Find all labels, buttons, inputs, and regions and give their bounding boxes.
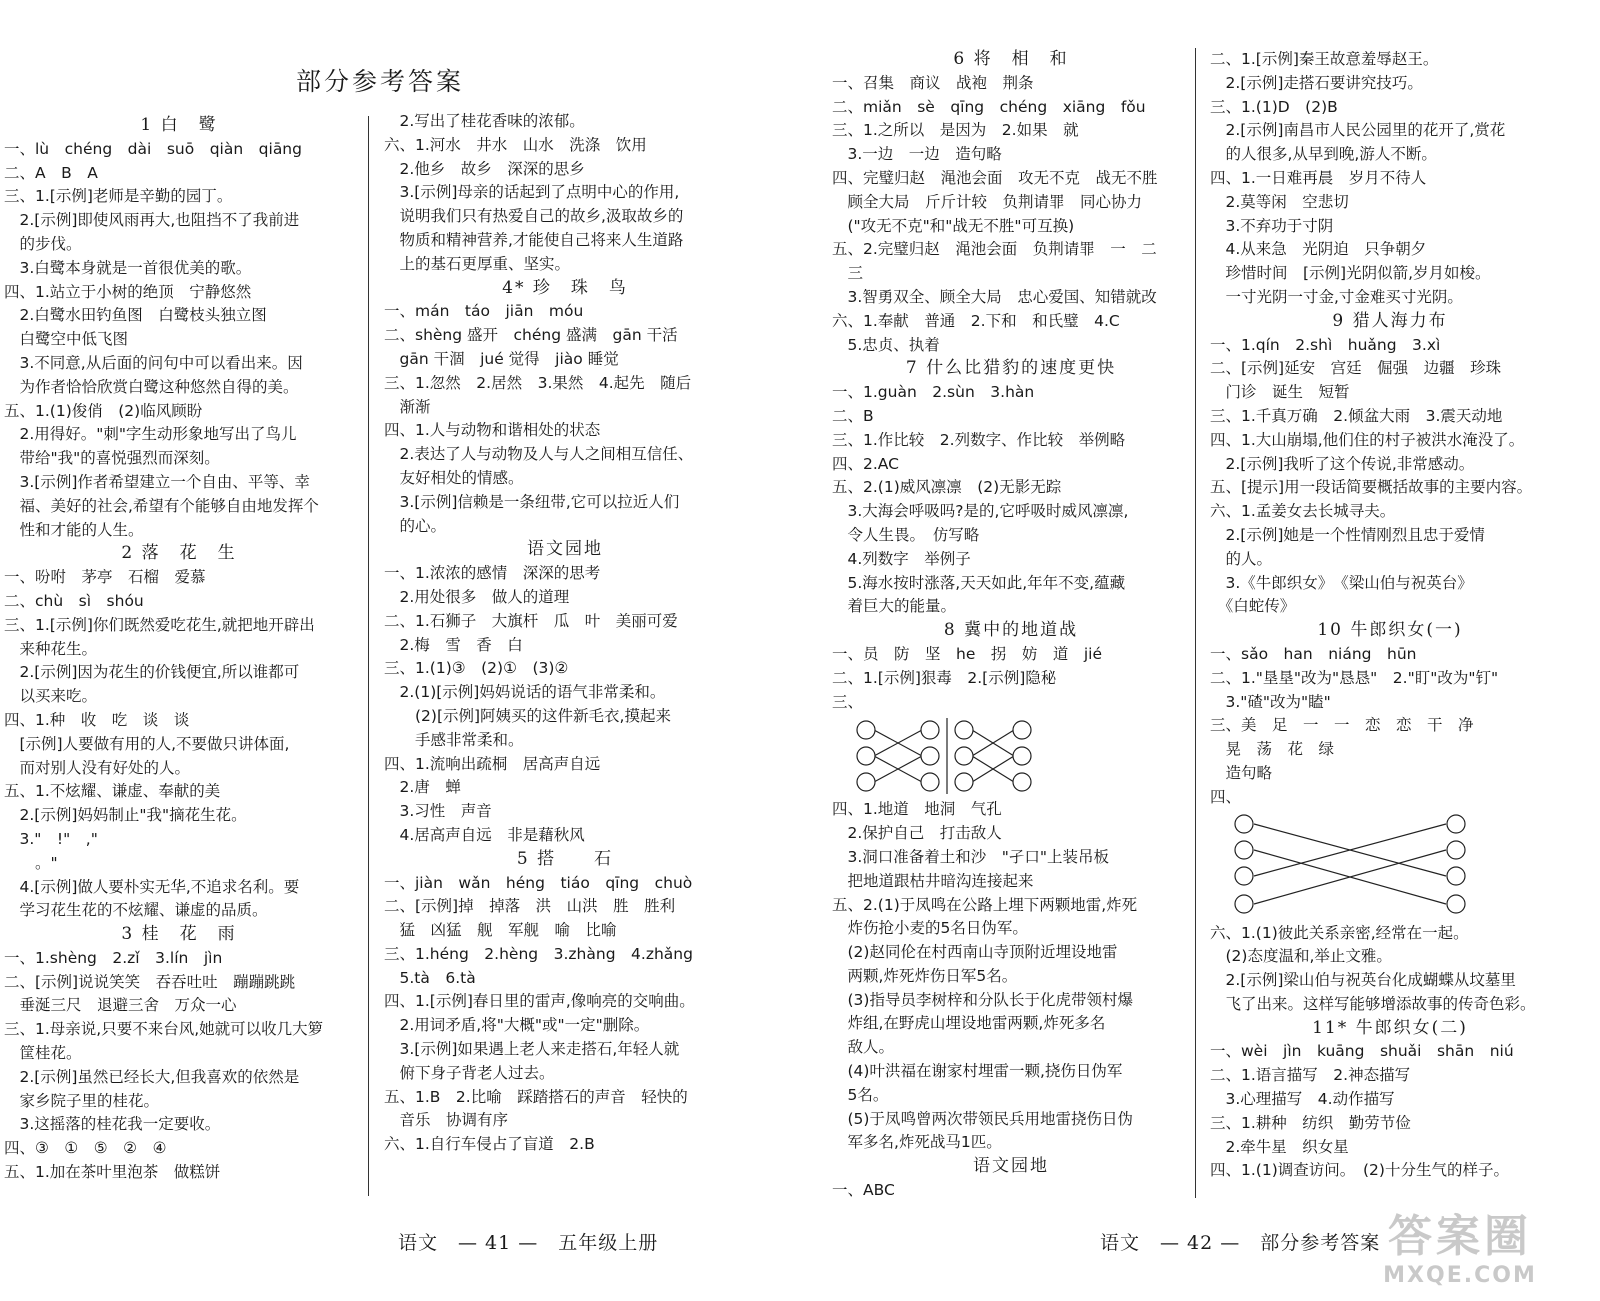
answer-line: [示例]人要做有用的人,不要做只讲体面,: [4, 734, 290, 753]
answer-line: ("攻无不克"和"战无不胜"可互换): [832, 216, 1075, 235]
answer-line: 3." !" ,": [4, 829, 98, 848]
answer-line: 六、1.自行车侵占了盲道 2.B: [384, 1135, 595, 1154]
answer-line: 带给"我"的喜悦强烈而深刻。: [4, 449, 220, 468]
answer-line: 四、: [1210, 787, 1242, 806]
matching-circle: [1235, 867, 1253, 885]
answer-line: 手感非常柔和。: [384, 730, 524, 749]
lesson-heading: 2 落 花 生: [121, 543, 237, 564]
answer-line: 3.[示例]如果遇上老人来走搭石,年轻人就: [384, 1040, 680, 1059]
matching-circle: [955, 773, 973, 791]
answer-line: 2.[示例]虽然已经长大,但我喜欢的依然是: [4, 1067, 300, 1086]
lesson-heading: 7 什么比猎豹的速度更快: [905, 358, 1117, 379]
matching-circle: [857, 721, 875, 739]
lesson-heading: 5 搭 石: [516, 848, 614, 869]
answer-line: 三、1.(1)D (2)B: [1210, 97, 1338, 116]
answer-line: 俯下身子背老人过去。: [384, 1063, 555, 1082]
page-footer-left: 语文 — 41 — 五年级上册: [398, 1232, 659, 1254]
answer-line: 晃 荡 花 绿: [1210, 740, 1335, 759]
matching-circle: [955, 747, 973, 765]
answer-line: 一、吩咐 茅亭 石榴 爱慕: [4, 568, 206, 587]
answer-line: 一、1.shèng 2.zǐ 3.lín jìn: [4, 948, 223, 967]
answer-line: 3.《牛郎织女》 《梁山伯与祝英台》: [1210, 573, 1473, 592]
answer-line: 三、1.[示例]老师是辛勤的园丁。: [4, 187, 233, 206]
answer-line: 以买来吃。: [4, 687, 98, 706]
answer-line: 五、1.加在茶叶里泡茶 做糕饼: [4, 1163, 221, 1182]
answer-line: 2.[示例]因为花生的价钱便宜,所以谁都可: [4, 663, 300, 682]
answer-line: 四、③ ① ⑤ ② ④: [4, 1139, 167, 1158]
page-footer-right: 语文 — 42 — 部分参考答案: [1100, 1232, 1381, 1254]
answer-line: 两颗,炸死炸伤日军5名。: [832, 966, 1018, 985]
answer-line: 一、wèi jìn kuāng shuǎi shān niú: [1210, 1042, 1514, 1061]
answer-line: 3.智勇双全、顾全大局 忠心爱国、知错就改: [832, 287, 1157, 306]
answer-line: 把地道跟枯井暗沟连接起来: [832, 871, 1034, 890]
answer-line: 四、1.[示例]春日里的雷声,像响亮的交响曲。: [384, 992, 695, 1011]
answer-line: 二、[示例]说说笑笑 吞吞吐吐 蹦蹦跳跳: [4, 972, 296, 991]
answer-line: 四、完璧归赵 渑池会面 攻无不克 战无不胜: [832, 168, 1158, 187]
answer-line: 二、miǎn sè qīng chéng xiāng fǒu: [832, 97, 1146, 116]
answer-line: 一、sǎo han niáng hūn: [1210, 644, 1417, 663]
answer-line: 五、[提示]用一段话简要概括故事的主要内容。: [1210, 478, 1533, 497]
answer-line: 三、1.之所以 是因为 2.如果 就: [832, 121, 1079, 140]
answer-line: 五、1.不炫耀、谦虚、奉献的美: [4, 782, 221, 801]
page-title: 部分参考答案: [295, 67, 464, 96]
answer-line: 门诊 诞生 短暂: [1210, 383, 1350, 402]
answer-line: 的人。: [1210, 549, 1273, 568]
answer-line: 二、chù sì shóu: [4, 591, 144, 610]
answer-line: 3.[示例]作者希望建立一个自由、平等、幸: [4, 472, 310, 491]
answer-line: 军多名,炸死战马1匹。: [832, 1133, 1002, 1152]
matching-circle: [1235, 895, 1253, 913]
answer-line: 3.一边 一边 造句略: [832, 145, 1002, 164]
answer-line: 福、美好的社会,希望有个能够自由地发挥个: [4, 496, 319, 515]
watermark-logo: [1360, 1211, 1560, 1297]
matching-circle: [1447, 841, 1465, 859]
answer-line: 四、1.大山崩塌,他们住的村子被洪水淹没了。: [1210, 430, 1525, 449]
watermark-url: MXQE.COM: [1383, 1263, 1537, 1288]
answer-line: 4.[示例]做人要朴实无华,不追求名利。要: [4, 877, 300, 896]
answer-line: 三、: [832, 692, 864, 711]
matching-circle: [1235, 841, 1253, 859]
answer-line: 猛 凶猛 舰 军舰 喻 比喻: [384, 921, 617, 940]
answer-line: 一、ABC: [832, 1181, 895, 1200]
answer-line: (5)于凤鸣曾两次带领民兵用地雷挠伤日伪: [832, 1109, 1133, 1128]
answer-line: 5.海水按时涨落,天天如此,年年不变,蕴藏: [832, 573, 1126, 592]
answer-line: 2.表达了人与动物及人与人之间相互信任、: [384, 445, 694, 464]
answer-line: 四、1.流响出疏桐 居高声自远: [384, 754, 601, 773]
answer-line: 二、[示例]掉 掉落 洪 山洪 胜 胜利: [384, 897, 676, 916]
answer-line: 二、1.语言描写 2.神态描写: [1210, 1066, 1411, 1085]
answer-line: 五、1.(1)俊俏 (2)临风顾盼: [4, 401, 203, 420]
answer-line: 珍惜时间 [示例]光阴似箭,岁月如梭。: [1210, 264, 1491, 283]
answer-line: 一、召集 商议 战袍 荆条: [832, 73, 1034, 92]
answer-line: 一寸光阴一寸金,寸金难买寸光阴。: [1210, 287, 1463, 306]
answer-line: 一、1.guàn 2.sùn 3.hàn: [832, 383, 1035, 402]
answer-line: 2.[示例]走搭石要讲究技巧。: [1210, 73, 1423, 92]
answer-line: 2.莫等闲 空悲切: [1210, 192, 1349, 211]
answer-line: 炸组,在野虎山埋设地雷两颗,炸死多名: [832, 1014, 1106, 1033]
answer-line: (2)[示例]阿姨买的这件新毛衣,摸起来: [384, 706, 671, 725]
answer-line: 二、B: [832, 406, 874, 425]
answer-line: 2.保护自己 打击敌人: [832, 824, 1002, 843]
answer-line: 一、1.qín 2.shì huǎng 3.xì: [1210, 335, 1441, 354]
answer-line: 敌人。: [832, 1038, 895, 1057]
watermark-text: 答案圈: [1388, 1211, 1532, 1262]
answer-line: 为作者恰恰欣赏白鹭这种悠然自得的美。: [4, 377, 299, 396]
answer-line: 3.大海会呼吸吗?是的,它呼吸时威风凛凛,: [832, 502, 1129, 521]
answer-line: 垂涎三尺 退避三舍 万众一心: [4, 996, 237, 1015]
answer-line: 四、1.人与动物和谐相处的状态: [384, 421, 601, 440]
answer-line: 三、1.(1)③ (2)① (3)②: [384, 659, 569, 678]
matching-diagram: [1230, 812, 1470, 920]
answer-line: 白鹭空中低飞图: [4, 330, 129, 349]
answer-line: 的步伐。: [4, 234, 82, 253]
answer-line: 一、员 防 坚 he 拐 妨 道 jié: [832, 644, 1103, 663]
answer-line: 二、[示例]延安 宫廷 倔强 边疆 珍珠: [1210, 359, 1502, 378]
lesson-heading: 10 牛郎织女(一): [1317, 620, 1463, 641]
answer-line: gān 干涸 jué 觉得 jiào 睡觉: [384, 349, 619, 368]
answer-line: 的心。: [384, 516, 447, 535]
answer-column-3: [832, 48, 1190, 1203]
answer-line: 2.他乡 故乡 深深的思乡: [384, 159, 585, 178]
answer-line: 物质和精神营养,才能使自己将来人生道路: [384, 230, 684, 249]
matching-circle: [921, 773, 939, 791]
matching-circle: [1013, 721, 1031, 739]
answer-line: 二、A B A: [4, 163, 98, 182]
matching-circle: [955, 721, 973, 739]
answer-line: 三、1.千真万确 2.倾盆大雨 3.震天动地: [1210, 406, 1503, 425]
answer-line: (2)态度温和,举止文雅。: [1210, 947, 1392, 966]
answer-line: 一、mán táo jiān móu: [384, 302, 584, 321]
matching-circle: [1235, 815, 1253, 833]
matching-circle: [1013, 773, 1031, 791]
answer-line: 而对别人没有好处的人。: [4, 758, 191, 777]
answer-line: (4)叶洪福在谢家村埋雷一颗,挠伤日伪军: [832, 1062, 1123, 1081]
answer-line: 3.习性 声音: [384, 802, 492, 821]
answer-line: 飞了出来。这样写能够增添故事的传奇色彩。: [1210, 994, 1536, 1013]
answer-line: 上的基石更厚重、坚实。: [384, 254, 571, 273]
answer-line: 3.[示例]信赖是一条纽带,它可以拉近人们: [384, 492, 680, 511]
lesson-heading: 4* 珍 珠 鸟: [502, 277, 628, 298]
answer-line: 五、1.B 2.比喻 踩踏搭石的声音 轻快的: [384, 1087, 688, 1106]
answer-line: 一、lù chéng dài suō qiàn qiāng: [4, 139, 302, 158]
answer-line: 二、1.[示例]狠毒 2.[示例]隐秘: [832, 668, 1057, 687]
lesson-heading: 语文园地: [973, 1156, 1049, 1177]
answer-line: 四、1.种 收 吃 谈 谈: [4, 710, 190, 729]
lesson-heading: 3 桂 花 雨: [121, 924, 237, 945]
answer-line: 2.用处很多 做人的道理: [384, 587, 570, 606]
answer-line: 渐渐: [384, 397, 431, 416]
answer-line: 2.唐 蝉: [384, 778, 461, 797]
answer-line: 炸伤抢小麦的5名日伪军。: [832, 919, 1028, 938]
answer-line: 六、1.河水 井水 山水 洗涤 饮用: [384, 135, 647, 154]
answer-line: 五、2.(1)于凤鸣在公路上埋下两颗地雷,炸死: [832, 895, 1138, 914]
answer-line: 六、1.孟姜女去长城寻夫。: [1210, 502, 1396, 521]
answer-line: 四、1.一日难再晨 岁月不待人: [1210, 168, 1427, 187]
answer-line: 。": [4, 853, 58, 872]
answer-line: 3.不弃功于寸阴: [1210, 216, 1334, 235]
answer-line: 三、1.忽然 2.居然 3.果然 4.起先 随后: [384, 373, 692, 392]
answer-line: 二、1.石狮子 大旗杆 瓜 叶 美丽可爱: [384, 611, 678, 630]
answer-line: 2.用词矛盾,将"大概"或"一定"删除。: [384, 1016, 650, 1035]
answer-line: 五、2.完璧归赵 渑池会面 负荆请罪 一 二: [832, 240, 1157, 259]
matching-circle: [921, 721, 939, 739]
answer-line: 着巨大的能量。: [832, 597, 957, 616]
answer-line: 五、2.(1)威风凛凛 (2)无影无踪: [832, 478, 1062, 497]
answer-line: 三、美 足 一 一 恋 恋 干 净: [1210, 716, 1474, 735]
answer-line: 2.牵牛星 织女星: [1210, 1137, 1349, 1156]
answer-line: 四、2.AC: [832, 454, 899, 473]
answer-line: 4.从来急 光阴迫 只争朝夕: [1210, 240, 1427, 259]
answer-line: 一、1.浓浓的感情 深深的思考: [384, 564, 601, 583]
answer-line: 来种花生。: [4, 639, 98, 658]
answer-line: 学习花生花的不炫耀、谦虚的品质。: [4, 901, 268, 920]
lesson-heading: 语文园地: [527, 539, 603, 560]
answer-line: 2.[示例]我听了这个传说,非常感动。: [1210, 454, 1475, 473]
matching-circle: [1013, 747, 1031, 765]
answer-line: 三、1.作比较 2.列数字、作比较 举例略: [832, 430, 1126, 449]
answer-line: 5.tà 6.tà: [384, 968, 476, 987]
answer-line: 3.心理描写 4.动作描写: [1210, 1090, 1395, 1109]
answer-line: 友好相处的情感。: [384, 468, 524, 487]
answer-line: 2.[示例]妈妈制止"我"摘花生花。: [4, 806, 247, 825]
answer-line: 四、1.(1)调查访问。 (2)十分生气的样子。: [1210, 1161, 1509, 1180]
lesson-heading: 11* 牛郎织女(二): [1312, 1017, 1468, 1038]
answer-line: 5.忠贞、执着: [832, 335, 940, 354]
answer-line: 令人生畏。 仿写略: [832, 525, 980, 544]
answer-line: 三、1.[示例]你们既然爱吃花生,就把地开辟出: [4, 615, 315, 634]
answer-line: 四、1.地道 地洞 气孔: [832, 800, 1002, 819]
page-42: [800, 0, 1600, 1301]
matching-circle: [857, 747, 875, 765]
answer-column-1: [4, 114, 354, 1185]
answer-column-4: [1210, 48, 1570, 1183]
answer-line: 2.[示例]梁山伯与祝英台化成蝴蝶从坟墓里: [1210, 971, 1516, 990]
answer-line: 3.不同意,从后面的问句中可以看出来。因: [4, 353, 303, 372]
column-divider: [1195, 48, 1196, 1198]
answer-line: 2.[示例]即使风雨再大,也阻挡不了我前进: [4, 211, 300, 230]
answer-line: 二、shèng 盛开 chéng 盛满 gān 干活: [384, 326, 678, 345]
answer-line: 3.[示例]母亲的话起到了点明中心的作用,: [384, 183, 680, 202]
lesson-heading: 9 猎人海力布: [1332, 310, 1448, 331]
answer-line: 音乐 协调有序: [384, 1111, 509, 1130]
answer-line: (3)指导员李树梓和分队长于化虎带领村爆: [832, 990, 1133, 1009]
answer-line: 家乡院子里的桂花。: [4, 1091, 160, 1110]
matching-circle: [1447, 815, 1465, 833]
answer-line: 四、1.站立于小树的绝顶 宁静悠然: [4, 282, 252, 301]
matching-circle: [921, 747, 939, 765]
answer-line: 二、1.[示例]秦王故意羞辱赵王。: [1210, 50, 1439, 68]
answer-line: 2.白鹭水田钓鱼图 白鹭枝头独立图: [4, 306, 267, 325]
answer-column-2: [384, 110, 746, 1157]
answer-line: 顾全大局 斤斤计较 负荆请罪 同心协力: [832, 192, 1143, 211]
answer-line: 2.[示例]她是一个性情刚烈且忠于爱情: [1210, 525, 1485, 544]
answer-line: 3.洞口准备着土和沙 "孑口"上装吊板: [832, 847, 1110, 866]
answer-line: 筐桂花。: [4, 1044, 82, 1063]
answer-line: 三、1.耕种 纺织 勤劳节俭: [1210, 1113, 1411, 1132]
answer-line: 2.用得好。"刺"字生动形象地写出了鸟儿: [4, 425, 297, 444]
answer-line: 2.[示例]南昌市人民公园里的花开了,赏花: [1210, 121, 1506, 140]
answer-line: (2)赵同伦在村西南山寺顶附近埋设地雷: [832, 943, 1118, 962]
answer-line: 2.写出了桂花香味的浓郁。: [384, 112, 585, 130]
lesson-heading: 6 将 相 和: [953, 49, 1069, 69]
answer-line: 说明我们只有热爱自己的故乡,汲取故乡的: [384, 207, 684, 226]
answer-line: 一、jiàn wǎn héng tiáo qīng chuò: [384, 873, 693, 892]
matching-diagram: [852, 716, 1032, 796]
column-divider: [368, 116, 369, 1196]
answer-line: 的人很多,从早到晚,游人不断。: [1210, 145, 1437, 164]
answer-line: 5名。: [832, 1085, 889, 1104]
answer-line: 2.(1)[示例]妈妈说话的语气非常柔和。: [384, 683, 666, 702]
matching-circle: [1447, 867, 1465, 885]
answer-line: 性和才能的人生。: [4, 520, 144, 539]
answer-line: 三、1.母亲说,只要不来台风,她就可以收几大箩: [4, 1020, 324, 1039]
lesson-heading: 1 白 鹭: [140, 115, 218, 135]
answer-line: 3."碴"改为"瞌": [1210, 692, 1331, 711]
answer-line: 二、1."垦垦"改为"恳恳" 2."盯"改为"钉": [1210, 668, 1499, 687]
answer-line: 4.列数字 举例子: [832, 549, 971, 568]
answer-line: 六、1.奉献 普通 2.下和 和氏璧 4.C: [832, 311, 1120, 330]
matching-circle: [857, 773, 875, 791]
matching-circle: [1447, 895, 1465, 913]
lesson-heading: 8 冀中的地道战: [943, 620, 1079, 641]
answer-line: 3.白鹭本身就是一首很优美的歌。: [4, 258, 252, 277]
answer-line: 4.居高声自远 非是藉秋风: [384, 825, 585, 844]
answer-line: 三、1.héng 2.hèng 3.zhàng 4.zhǎng: [384, 944, 693, 963]
answer-line: 3.这摇落的桂花我一定要收。: [4, 1115, 221, 1134]
answer-line: 造句略: [1210, 763, 1273, 782]
answer-line: 2.梅 雪 香 白: [384, 635, 523, 654]
answer-line: 《白蛇传》: [1210, 597, 1296, 616]
answer-line: 六、1.(1)彼此关系亲密,经常在一起。: [1210, 923, 1469, 942]
answer-line: 三: [832, 264, 864, 283]
